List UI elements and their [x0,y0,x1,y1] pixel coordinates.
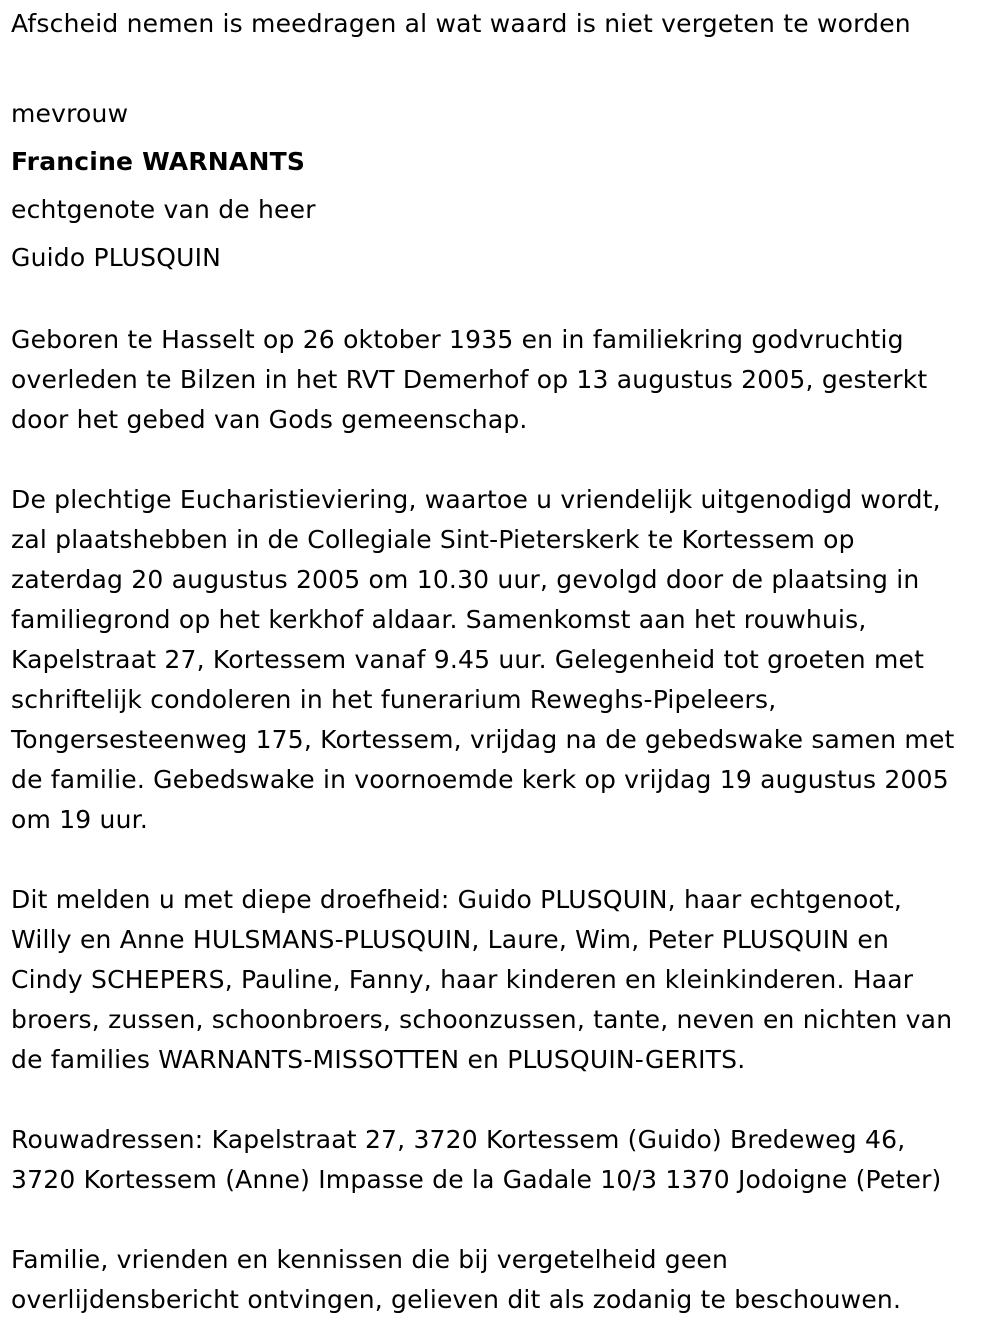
header-block [11,90,1000,282]
paragraph-line: Willy en Anne HULSMANS-PLUSQUIN, Laure, Wim, Peter PLUSQUIN en [11,925,890,954]
paragraph-line: broers, zussen, schoonbroers, schoonzussen, tante, neven en nichten van [11,1005,953,1034]
spacer [11,1200,1000,1240]
paragraph-line: zaterdag 20 augustus 2005 om 10.30 uur, gevolgd door de plaatsing in [11,565,920,594]
paragraph-line: de familie. Gebedswake in voornoemde kerk op vrijdag 19 augustus 2005 [11,765,949,794]
paragraph-line: De plechtige Eucharistieviering, waartoe u vriendelijk uitgenodigd wordt, [11,485,941,514]
spacer [11,282,1000,320]
paragraph-line: Rouwadressen: Kapelstraat 27, 3720 Kortessem (Guido) Bredeweg 46, [11,1125,906,1154]
deceased-name: Francine WARNANTS [11,147,306,176]
addresses-paragraph [11,1120,1000,1200]
paragraph-line: om 19 uur. [11,805,148,834]
paragraph-line: Kapelstraat 27, Kortessem vanaf 9.45 uur. Gelegenheid tot groeten met [11,645,925,674]
birth-paragraph [11,320,1000,440]
paragraph-line: de families WARNANTS-MISSOTTEN en PLUSQUIN-GERITS. [11,1045,746,1074]
paragraph-line: schriftelijk condoleren in het funerarium Reweghs-Pipeleers, [11,685,777,714]
paragraph-line: Cindy SCHEPERS, Pauline, Fanny, haar kinderen en kleinkinderen. Haar [11,965,914,994]
paragraph-line: Dit melden u met diepe droefheid: Guido PLUSQUIN, haar echtgenoot, [11,885,903,914]
paragraph-line: zal plaatshebben in de Collegiale Sint-Pieterskerk te Kortessem op [11,525,855,554]
paragraph-line: Geboren te Hasselt op 26 oktober 1935 en in familiekring godvruchtig [11,325,904,354]
notice-paragraph [11,1240,1000,1320]
obituary-document [0,4,1000,1330]
title-mevrouw: mevrouw [11,99,129,128]
spacer [11,440,1000,480]
paragraph-line: Tongersesteenweg 175, Kortessem, vrijdag na de gebedswake samen met [11,725,955,754]
paragraph-line: familiegrond op het kerkhof aldaar. Samenkomst aan het rouwhuis, [11,605,867,634]
spacer [11,44,1000,84]
spouse-name: Guido PLUSQUIN [11,243,222,272]
paragraph-line: door het gebed van Gods gemeenschap. [11,405,528,434]
paragraph-line: overleden te Bilzen in het RVT Demerhof op 13 augustus 2005, gesterkt [11,365,928,394]
spacer [11,1080,1000,1120]
paragraph-line: Familie, vrienden en kennissen die bij vergetelheid geen [11,1245,729,1274]
paragraph-line: overlijdensbericht ontvingen, gelieven dit als zodanig te beschouwen. [11,1285,902,1314]
paragraph-line: 3720 Kortessem (Anne) Impasse de la Gadale 10/3 1370 Jodoigne (Peter) [11,1165,942,1194]
family-paragraph [11,880,1000,1080]
motto: Afscheid nemen is meedragen al wat waard is niet vergeten te worden [11,9,911,38]
relation-text: echtgenote van de heer [11,195,316,224]
spacer [11,840,1000,880]
ceremony-paragraph [11,480,1000,840]
